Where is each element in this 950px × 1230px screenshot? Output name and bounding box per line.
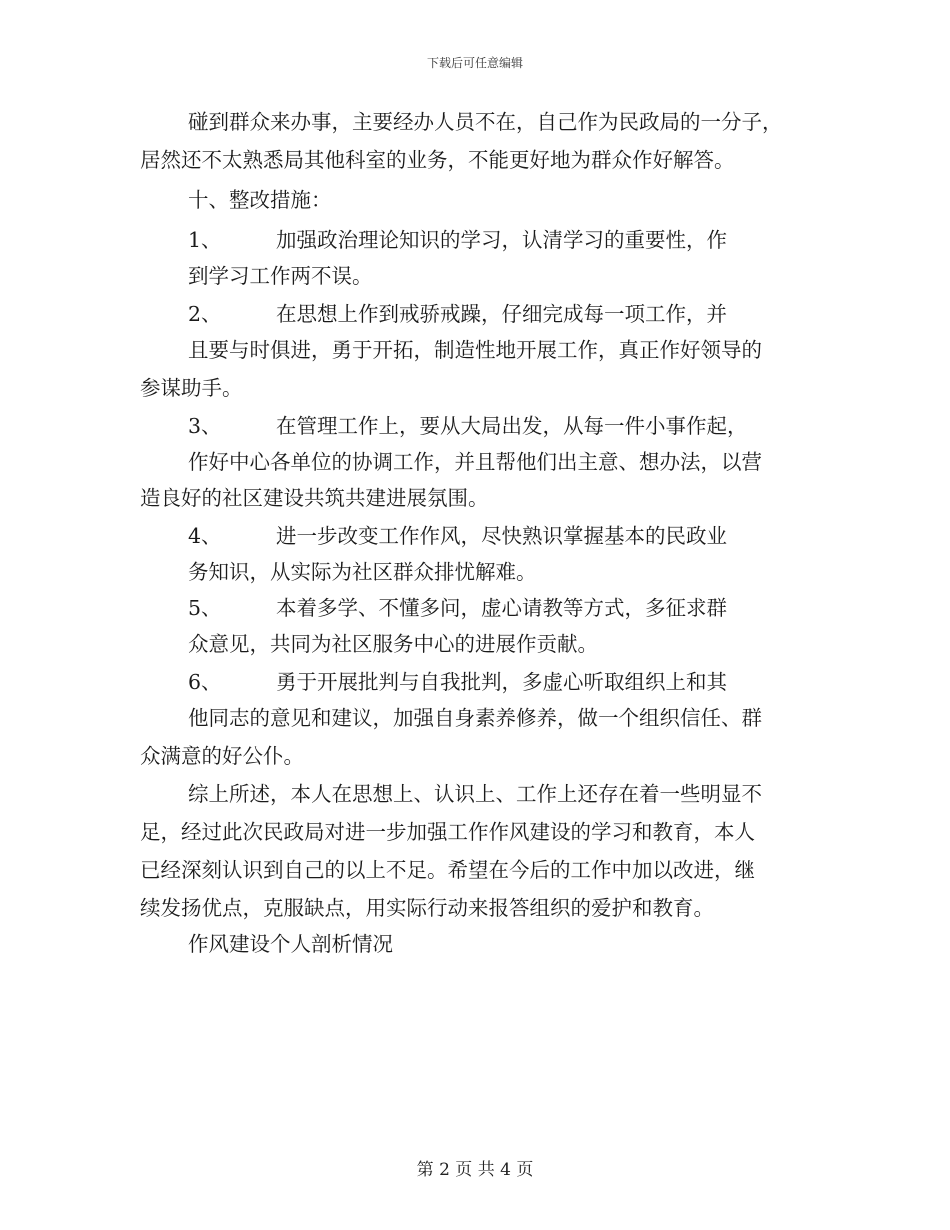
text-line: 众意见，共同为社区服务中心的进展作贡献。 (188, 632, 598, 656)
list-item-text: 加强政治理论知识的学习，认清学习的重要性，作 (276, 228, 727, 252)
list-item-text: 本着多学、不懂多问，虚心请教等方式，多征求群 (276, 596, 727, 620)
text-line: 作好中心各单位的协调工作，并且帮他们出主意、想办法，以营 (188, 450, 762, 474)
list-number: 2、 (188, 302, 222, 326)
list-item (188, 228, 727, 252)
list-number: 4、 (188, 524, 222, 548)
text-line: 造良好的社区建设共筑共建进展氛围。 (140, 486, 489, 510)
text-line: 足，经过此次民政局对进一步加强工作作风建设的学习和教育，本人 (140, 820, 755, 844)
text-line: 他同志的意见和建议，加强自身素养修养，做一个组织信任、群 (188, 706, 762, 730)
text-line: 碰到群众来办事，主要经办人员不在，自己作为民政局的一分子， (188, 110, 783, 134)
list-item (188, 302, 727, 326)
list-number: 5、 (188, 596, 222, 620)
list-item-text: 在管理工作上，要从大局出发，从每一件小事作起， (276, 414, 748, 438)
list-item (188, 596, 727, 620)
text-line: 务知识，从实际为社区群众排忧解难。 (188, 560, 537, 584)
list-number: 1、 (188, 228, 222, 252)
list-number: 6、 (188, 670, 222, 694)
list-item (188, 524, 727, 548)
page-footer: 第 2 页 共 4 页 (416, 1160, 534, 1180)
list-number: 3、 (188, 414, 222, 438)
list-item-text: 进一步改变工作作风，尽快熟识掌握基本的民政业 (276, 524, 727, 548)
list-item-text: 勇于开展批判与自我批判，多虚心听取组织上和其 (276, 670, 727, 694)
list-item (188, 670, 727, 694)
text-line: 到学习工作两不误。 (188, 264, 373, 288)
text-line: 续发扬优点，克服缺点，用实际行动来报答组织的爱护和教育。 (140, 896, 714, 920)
list-item-text: 在思想上作到戒骄戒躁，仔细完成每一项工作，并 (276, 302, 727, 326)
section-heading: 十、整改措施： (188, 188, 332, 212)
text-line: 综上所述，本人在思想上、认识上、工作上还存在着一些明显不 (188, 782, 762, 806)
text-line: 作风建设个人剖析情况 (188, 932, 393, 956)
text-line: 且要与时俱进，勇于开拓，制造性地开展工作，真正作好领导的 (188, 338, 762, 362)
text-line: 众满意的好公仆。 (140, 744, 304, 768)
text-line: 参谋助手。 (140, 376, 243, 400)
list-item (188, 414, 748, 438)
text-line: 已经深刻认识到自己的以上不足。希望在今后的工作中加以改进，继 (140, 858, 755, 882)
text-line: 居然还不太熟悉局其他科室的业务，不能更好地为群众作好解答。 (140, 148, 735, 172)
page-header: 下载后可任意编辑 (426, 56, 523, 70)
